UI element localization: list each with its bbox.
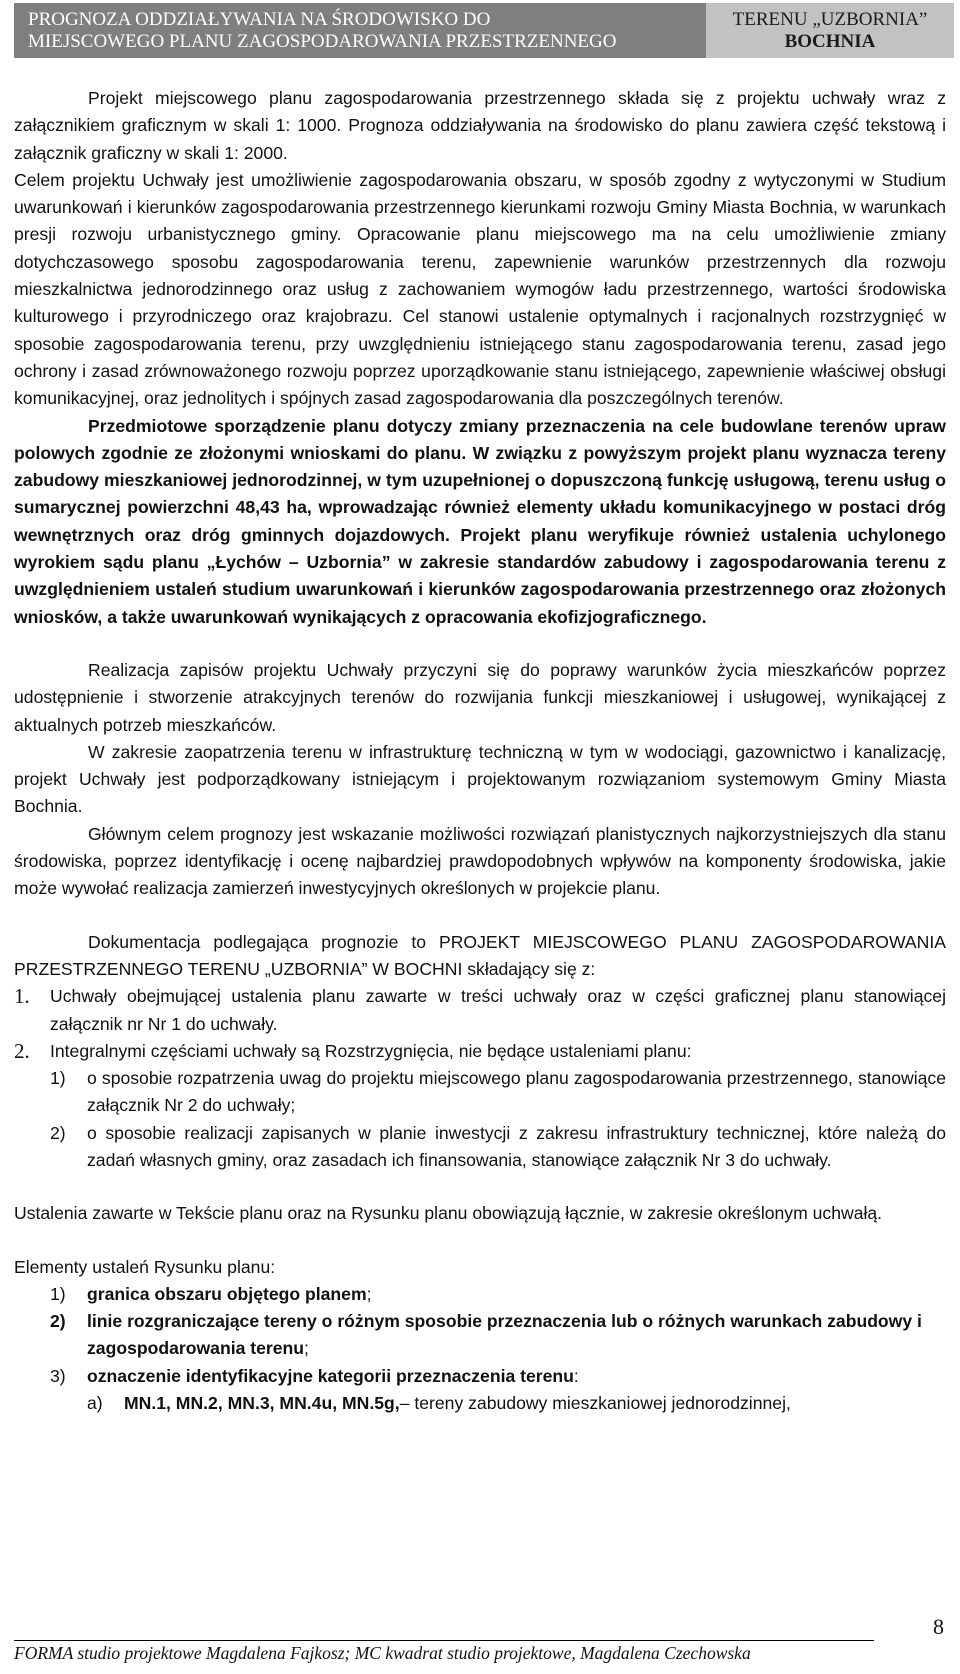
paragraph-living-conditions: Realizacja zapisów projektu Uchwały przyczyni się do poprawy warunków życia mieszkańców poprzez udostępnienie i stworzenie atrakcyjnych terenów do rozwijania funkcji mieszkaniowej i usługowej, wynikającej z aktualnych potrzeb mieszkańców. — [14, 659, 946, 735]
paragraph-documentation: Dokumentacja podlegająca prognozie to PROJEKT MIEJSCOWEGO PLANU ZAGOSPODAROWANIA PRZESTRZENNEGO TERENU „UZBORNIA” W BOCHNI składający się z: — [14, 931, 946, 979]
paragraph-joint-provisions: Ustalenia zawarte w Tekście planu oraz na Rysunku planu obowiązują łącznie, w zakresie określonym uchwałą. — [14, 1203, 883, 1224]
header-document-title — [28, 9, 616, 53]
page-footer: FORMA studio projektowe Magdalena Fajkosz; MC kwadrat studio projektowe, Magdalena Czechowska — [14, 1643, 751, 1663]
footer-divider — [14, 1640, 874, 1641]
paragraph-infrastructure: W zakresie zaopatrzenia terenu w infrastrukturę techniczną w tym w wodociągi, gazownictwo i kanalizację, projekt Uchwały jest podporządkowany istniejącym i projektowanym rozwiązaniom systemowym Gminy Miasta Bochnia. — [14, 741, 946, 817]
paragraph-forecast-goal: Głównym celem prognozy jest wskazanie możliwości rozwiązań planistycznych najkorzystniejszych dla stanu środowiska, poprzez identyfikację i ocenę najbardziej prawdopodobnych wpływów na komponenty środowiska, jakie może wywołać realizacja zamierzeń inwestycyjnych określonych w projekcie planu. — [14, 823, 946, 899]
documentation-list — [14, 983, 946, 1065]
list-item-text: o sposobie rozpatrzenia uwag do projektu miejscowego planu zagospodarowania przestrzennego, stanowiące załącznik Nr 2 do uchwały; — [87, 1068, 946, 1116]
list-item-number: a) — [87, 1393, 103, 1414]
header-site-name — [706, 3, 954, 58]
list-item-number: 2) — [50, 1311, 66, 1332]
paragraph-plan-composition: Projekt miejscowego planu zagospodarowania przestrzennego składa się z projektu uchwały wraz z załącznikiem graficznym w skali 1: 1000. Prognoza oddziaływania na środowisko do planu zawiera część tekstową i załącznik graficzny w skali 1: 2000. — [14, 88, 946, 163]
paragraph-plan-subject: Przedmiotowe sporządzenie planu dotyczy zmiany przeznaczenia na cele budowlane terenów upraw polowych zgodnie ze złożonymi wnioskami do planu. W związku z powyższym projekt planu wyznacza tereny zabudowy mieszkaniowej jednorodzinnej, w tym uzupełnionej o dopuszczoną funkcję usługową, terenu usług o sumarycznej powierzchni 48,43 ha, wprowadzając również elementy układu komunikacyjnego w postaci dróg wewnętrznych oraz dróg gminnych dojazdowych. Projekt planu weryfikuje również ustalenia uchylonego wyrokiem sądu planu „Łychów – Uzbornia” w zakresie standardów zabudowy i zagospodarowania terenu z uwzględnieniem ustaleń studium uwarunkowań i kierunków zagospodarowania przestrzennego oraz złożonych wniosków, a także uwarunkowań wynikających z opracowania ekofizjograficznego. — [14, 415, 946, 627]
header-site-line1: TERENU „UZBORNIA” — [732, 9, 928, 30]
list-item-number: 1) — [50, 1283, 66, 1304]
drawing-elements-list — [14, 1281, 946, 1417]
list-item-rest: – tereny zabudowy mieszkaniowej jednorodzinnej, — [399, 1393, 791, 1414]
list-item-rest: ; — [366, 1283, 372, 1304]
list-item-rest: : — [573, 1365, 579, 1386]
list-item-text: o sposobie realizacji zapisanych w planie inwestycji z zakresu infrastruktury technicznej, które należą do zadań własnych gminy, oraz zasadach ich finansowania, stanowiące załącznik Nr 3 do uchwały. — [87, 1122, 946, 1170]
list-item-bold: granica obszaru objętego planem — [87, 1283, 367, 1304]
header-site-line2: BOCHNIA — [784, 31, 876, 52]
list-item-number: 1) — [50, 1068, 66, 1089]
list-item — [14, 1308, 946, 1363]
list-item-number: 3) — [50, 1365, 66, 1386]
resolutions-sublist — [14, 1065, 946, 1174]
list-item-number: 2) — [50, 1122, 66, 1143]
list-item — [14, 1363, 946, 1390]
document-body — [14, 85, 946, 1417]
page-number: 8 — [933, 1614, 944, 1639]
list-item-text: Uchwały obejmującej ustalenia planu zawarte w treści uchwały oraz w części graficznej planu stanowiącej załącznik nr Nr 1 do uchwały. — [50, 986, 946, 1034]
list-item — [14, 1281, 946, 1308]
list-item-bold: linie rozgraniczające tereny o różnym sposobie przeznaczenia lub o różnych warunkach zabudowy i zagospodarowania terenu — [87, 1311, 922, 1359]
list-item — [14, 983, 946, 1038]
list-item-text — [124, 1390, 946, 1417]
list-item-number: 2. — [14, 1038, 30, 1063]
paragraph-drawing-elements: Elementy ustaleń Rysunku planu: — [14, 1256, 276, 1277]
list-item-bold: MN.1, MN.2, MN.3, MN.4u, MN.5g, — [124, 1393, 400, 1414]
list-item — [14, 1390, 946, 1417]
list-item-text — [87, 1281, 946, 1308]
list-item-text — [87, 1308, 946, 1363]
paragraph-plan-goal: Celem projektu Uchwały jest umożliwienie zagospodarowania obszaru, w sposób zgodny z wytyczonymi w Studium uwarunkowań i kierunków zagospodarowania przestrzennego kierunkami rozwoju Gminy Miasta Bochnia, w warunkach presji rozwoju urbanistycznego gminy. Opracowanie planu miejscowego ma na celu umożliwienie zmiany dotychczasowego sposobu zagospodarowania terenu, zapewnienie warunków przestrzennych dla rozwoju mieszkalnictwa jednorodzinnego oraz usług z zachowaniem wymogów ładu przestrzennego, wartości środowiska kulturowego i przyrodniczego oraz krajobrazu. Cel stanowi ustalenie optymalnych i racjonalnych rozstrzygnięć w sposobie zagospodarowania terenu, przy uwzględnieniu istniejącego stanu zagospodarowania terenu, zasad jego ochrony i zasad zrównoważonego rozwoju poprzez uporządkowanie stanu istniejącego, zapewnienie właściwej obsługi komunikacyjnej, oraz jednolitych i spójnych zasad zagospodarowania dla poszczególnych terenów. — [14, 169, 946, 409]
list-item — [14, 1038, 946, 1065]
list-item — [14, 1065, 946, 1120]
header-title-line1: PROGNOZA ODDZIAŁYWANIA NA ŚRODOWISKO DO — [28, 9, 491, 30]
list-item-text — [87, 1363, 946, 1390]
list-item-text: Integralnymi częściami uchwały są Rozstrzygnięcia, nie będące ustaleniami planu: — [50, 1040, 692, 1061]
page-header — [14, 3, 954, 58]
list-item-bold: oznaczenie identyfikacyjne kategorii przeznaczenia terenu — [87, 1365, 574, 1386]
list-item-number: 1. — [14, 984, 30, 1009]
list-item — [14, 1120, 946, 1175]
header-title-line2: MIEJSCOWEGO PLANU ZAGOSPODAROWANIA PRZESTRZENNEGO — [28, 31, 617, 52]
list-item-rest: ; — [304, 1338, 309, 1359]
